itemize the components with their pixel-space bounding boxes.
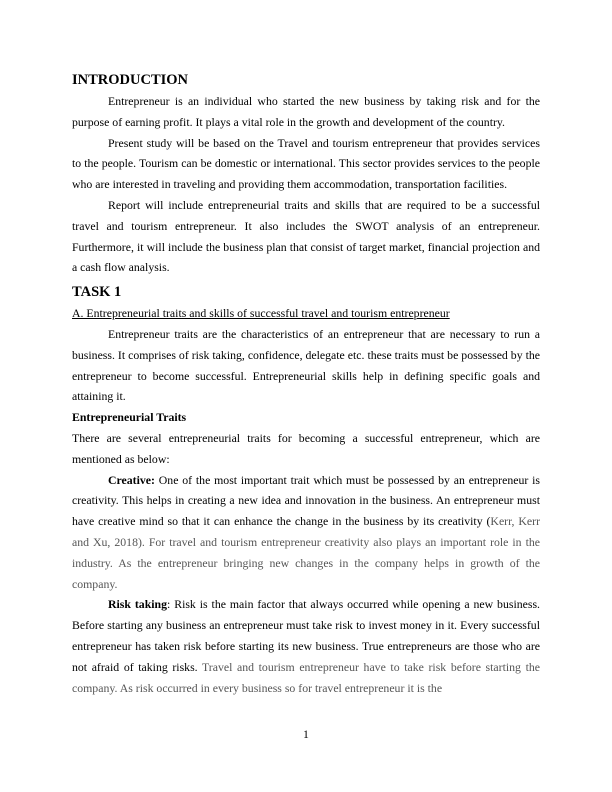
risk-taking-paragraph	[72, 594, 540, 698]
task-1-subheading: A. Entrepreneurial traits and skills of successful travel and tourism entrepreneur	[72, 306, 450, 321]
risk-taking-text: : Risk is the main factor that always occurred while opening a new business. Before starting any business an entrepreneur must take risk to invest money in it. Every successful entrepreneur has taken risk before starting its new business. True entrepreneurs are those who are not afraid of taking risks.	[72, 597, 540, 674]
page-number: 1	[303, 727, 309, 741]
creative-paragraph	[72, 470, 540, 595]
task-1-heading: TASK 1	[72, 284, 122, 301]
creative-label: Creative:	[108, 472, 155, 487]
intro-paragraph-2: Present study will be based on the Travel and tourism entrepreneur that provides services to the people. Tourism can be domestic or international. This sector provides services to the people who are interested in traveling and providing them accommodation, transportation facilities.	[72, 135, 540, 192]
creative-citation: Kerr, Kerr and Xu, 2018	[72, 514, 540, 549]
traits-heading: Entrepreneurial Traits	[72, 410, 187, 425]
introduction-heading: INTRODUCTION	[72, 72, 189, 88]
task-1-paragraph-1: Entrepreneur traits are the characteristics of an entrepreneur that are necessary to run a business. It comprises of risk taking, confidence, delegate etc. these traits must be possessed by the entrepreneur to become successful. Entrepreneurial skills help in defining specific goals and attaining it.	[72, 326, 540, 404]
intro-paragraph-1: Entrepreneur is an individual who started the new business by taking risk and for the purpose of earning profit. It plays a vital role in the growth and development of the country.	[72, 94, 540, 129]
risk-taking-label: Risk taking	[108, 597, 167, 612]
creative-text: One of the most important trait which must be possessed by an entrepreneur is creativity. This helps in creating a new idea and innovation in the business. An entrepreneur must have creative mind so that it can enhance the change in the business by its creativity (	[72, 472, 540, 529]
page-content	[72, 70, 540, 698]
intro-paragraph-3: Report will include entrepreneurial traits and skills that are required to be a successful travel and tourism entrepreneur. It also includes the SWOT analysis of an entrepreneur. Furthermore, it will include the business plan that consist of target market, financial projection and a cash flow analysis.	[72, 197, 540, 275]
creative-text-continued: ). For travel and tourism entrepreneur creativity also plays an important role in the industry. As the entrepreneur bringing new changes in the company helps in growth of the company.	[72, 534, 540, 591]
risk-taking-text-continued: Travel and tourism entrepreneur have to take risk before starting the company. As risk occurred in every business so for travel entrepreneur it is the	[72, 659, 540, 695]
traits-intro-paragraph: There are several entrepreneurial traits for becoming a successful entrepreneur, which are mentioned as below:	[72, 430, 540, 466]
